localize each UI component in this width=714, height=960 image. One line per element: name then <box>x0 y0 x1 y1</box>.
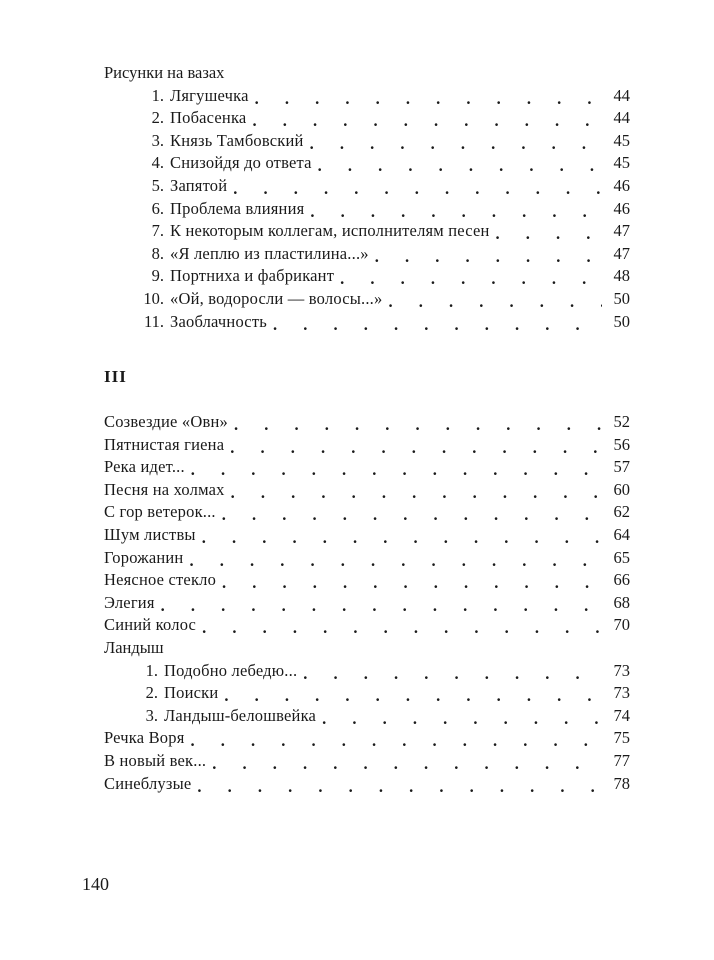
section-number: III <box>104 367 127 386</box>
toc-entry-title: Шум листвы <box>104 524 196 544</box>
toc-group-heading: Ландыш <box>104 637 164 657</box>
toc-entry-title: Побасенка <box>170 108 247 128</box>
toc-entry <box>104 152 630 175</box>
toc-entry-title: Ландыш-белошвейка <box>164 705 317 725</box>
toc-entry-page: 50 <box>613 288 630 308</box>
dot-leader <box>197 776 602 799</box>
toc-entry-page: 45 <box>613 153 630 173</box>
toc-entry <box>104 198 630 221</box>
toc-entry-page: 77 <box>613 750 630 770</box>
toc-entry-title: Заоблачность <box>170 311 267 331</box>
toc-entry <box>104 660 630 683</box>
toc-entry-number: 6. <box>151 198 164 218</box>
toc-entry-title: В новый век... <box>104 750 207 770</box>
toc-entry-page: 50 <box>613 311 630 331</box>
toc-entry-title: Синий колос <box>104 615 197 635</box>
toc-entry <box>104 479 630 502</box>
toc-entry-title: Синеблузые <box>104 773 192 793</box>
toc-entry-number: 10. <box>143 288 164 308</box>
toc-entry-number: 5. <box>151 175 164 195</box>
dot-leader <box>273 314 602 337</box>
toc-entry-title: Неясное стекло <box>104 570 217 590</box>
toc-entry-title: Князь Тамбовский <box>170 130 304 150</box>
toc-entry-number: 4. <box>151 153 164 173</box>
toc-entry <box>104 727 630 750</box>
toc-entry-page: 44 <box>613 108 630 128</box>
toc-entry <box>104 265 630 288</box>
toc-entry-page: 62 <box>613 502 630 522</box>
toc-entry <box>104 220 630 243</box>
toc-entry-number: 3. <box>145 705 158 725</box>
toc-entry <box>104 175 630 198</box>
toc-entry-title: С гор ветерок... <box>104 502 216 522</box>
toc-entry-title: Снизойдя до ответа <box>170 153 312 173</box>
toc-entry-title: Созвездие «Овн» <box>104 412 228 431</box>
toc-entry-number: 2. <box>151 108 164 128</box>
toc-entry <box>104 773 630 796</box>
toc-entry-title: Элегия <box>104 592 155 612</box>
toc-entry-title: «Я леплю из пластилина...» <box>170 243 369 263</box>
toc-entry-title: Речка Воря <box>104 728 185 748</box>
toc-entry-page: 47 <box>613 243 630 263</box>
toc-entry <box>104 288 630 311</box>
toc-entry-page: 48 <box>613 266 630 286</box>
toc-entry <box>104 107 630 130</box>
toc-entry <box>104 501 630 524</box>
toc-entry <box>104 456 630 479</box>
toc-entry <box>104 592 630 615</box>
toc-entry-title: Горожанин <box>104 547 184 567</box>
toc-entry-title: Запятой <box>170 175 228 195</box>
toc-entry <box>104 750 630 773</box>
toc-entry <box>104 311 630 334</box>
toc-entry <box>104 547 630 570</box>
toc-entry-page: 47 <box>613 221 630 241</box>
toc-entry <box>104 682 630 705</box>
toc-part-1 <box>104 62 630 333</box>
toc-entry-number: 8. <box>151 243 164 263</box>
toc-entry-number: 1. <box>151 85 164 105</box>
toc-entry-title: Пятнистая гиена <box>104 434 225 454</box>
page-number: 140 <box>82 874 109 894</box>
toc-entry <box>104 243 630 266</box>
toc-entry-page: 64 <box>613 524 630 544</box>
toc-entry <box>104 434 630 457</box>
toc-entry <box>104 569 630 592</box>
toc-entry-title: Река идет... <box>104 457 185 477</box>
toc-entry-page: 70 <box>613 615 630 635</box>
toc-entry-page: 45 <box>613 130 630 150</box>
toc-entry <box>104 705 630 728</box>
toc-entry-number: 3. <box>151 130 164 150</box>
toc-entry-number: 7. <box>151 221 164 241</box>
toc-group-heading: Рисунки на вазах <box>104 63 225 82</box>
toc-entry <box>104 85 630 108</box>
toc-entry-number: 11. <box>143 311 164 331</box>
toc-entry-title: Подобно лебедю... <box>164 660 298 680</box>
toc-entry <box>104 524 630 547</box>
toc-entry-page: 65 <box>613 547 630 567</box>
toc-entry-page: 73 <box>613 660 630 680</box>
toc-entry <box>104 130 630 153</box>
toc-entry-page: 46 <box>613 198 630 218</box>
toc-entry-title: Песня на холмах <box>104 479 225 499</box>
toc-entry <box>104 411 630 434</box>
toc-entry-page: 60 <box>613 479 630 499</box>
toc-part-3 <box>104 411 630 795</box>
toc-entry-title: «Ой, водоросли — волосы...» <box>170 288 383 308</box>
toc-entry-page: 78 <box>613 773 630 793</box>
toc-entry <box>104 614 630 637</box>
toc-entry-title: Лягушечка <box>170 85 249 105</box>
toc-entry-title: Проблема влияния <box>170 198 305 218</box>
dot-leader <box>202 617 602 640</box>
toc-entry-title: Поиски <box>164 683 219 703</box>
toc-entry-page: 74 <box>613 705 630 725</box>
toc-entry-page: 44 <box>613 85 630 105</box>
toc-entry-page: 66 <box>613 570 630 590</box>
toc-entry-page: 56 <box>613 434 630 454</box>
toc-entry-number: 1. <box>145 660 158 680</box>
toc-entry-title: Портниха и фабрикант <box>170 266 335 286</box>
toc-entry-page: 75 <box>613 728 630 748</box>
toc-entry-page: 46 <box>613 175 630 195</box>
toc-entry-page: 57 <box>613 457 630 477</box>
toc-entry-number: 9. <box>151 266 164 286</box>
toc-entry-page: 68 <box>613 592 630 612</box>
toc-entry-page: 73 <box>613 683 630 703</box>
toc-entry-number: 2. <box>145 683 158 703</box>
toc-entry-page: 52 <box>613 412 630 431</box>
toc-entry-title: К некоторым коллегам, исполнителям песен <box>170 221 490 241</box>
